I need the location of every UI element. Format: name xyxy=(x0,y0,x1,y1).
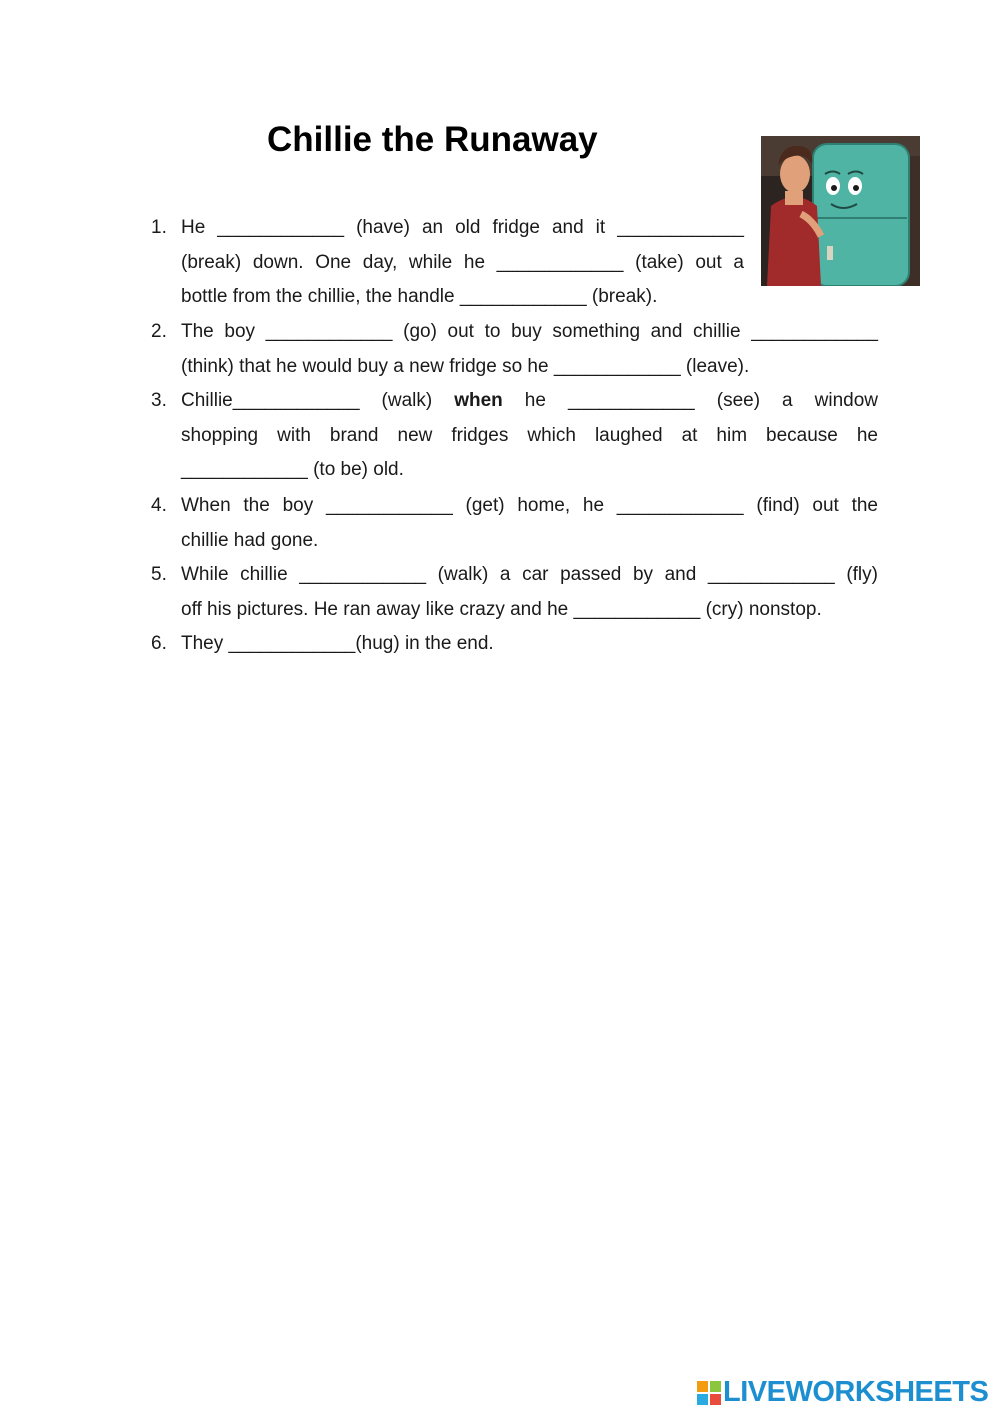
liveworksheets-logo-mark-icon xyxy=(697,1381,721,1405)
question-number: 6. xyxy=(151,633,167,654)
question-line: The boy ____________ (go) out to buy something and chillie ____________ xyxy=(181,321,878,342)
liveworksheets-logo xyxy=(697,1378,992,1408)
question-line: While chillie ____________ (walk) a car passed by and ____________ (fly) xyxy=(181,564,878,585)
question-line: When the boy ____________ (get) home, he ____________ (find) out the xyxy=(181,495,878,516)
question-line: (break) down. One day, while he ____________ (take) out a xyxy=(181,251,744,273)
question-text: he ____________ (see) a window xyxy=(502,390,878,411)
question-text: Chillie____________ (walk) xyxy=(181,390,455,411)
question-3 xyxy=(151,384,878,488)
question-line: chillie had gone. xyxy=(181,529,319,551)
question-2 xyxy=(151,315,878,384)
question-6 xyxy=(151,627,878,662)
question-number: 2. xyxy=(151,321,167,342)
question-1 xyxy=(151,211,744,315)
question-line: (think) that he would buy a new fridge so he ____________ (leave). xyxy=(181,355,750,377)
question-number: 5. xyxy=(151,564,167,585)
question-line: bottle from the chillie, the handle ____________ (break). xyxy=(181,286,658,308)
logo-text: LIVEWORKSHEETS xyxy=(723,1376,989,1408)
question-line: ____________ (to be) old. xyxy=(181,459,404,481)
question-number: 4. xyxy=(151,495,167,516)
question-line: He ____________ (have) an old fridge and it ____________ xyxy=(181,217,744,238)
page-title: Chillie the Runaway xyxy=(267,120,598,159)
question-number: 3. xyxy=(151,390,167,411)
question-4 xyxy=(151,489,878,558)
question-line: They ____________(hug) in the end. xyxy=(181,633,494,654)
emphasis-word: when xyxy=(454,390,503,411)
question-5 xyxy=(151,558,878,627)
question-line: shopping with brand new fridges which laughed at him because he xyxy=(181,424,878,446)
boy-and-fridge-illustration xyxy=(761,136,920,286)
question-line: off his pictures. He ran away like crazy and he ____________ (cry) nonstop. xyxy=(181,598,822,620)
question-line xyxy=(181,384,878,419)
question-number: 1. xyxy=(151,217,167,238)
